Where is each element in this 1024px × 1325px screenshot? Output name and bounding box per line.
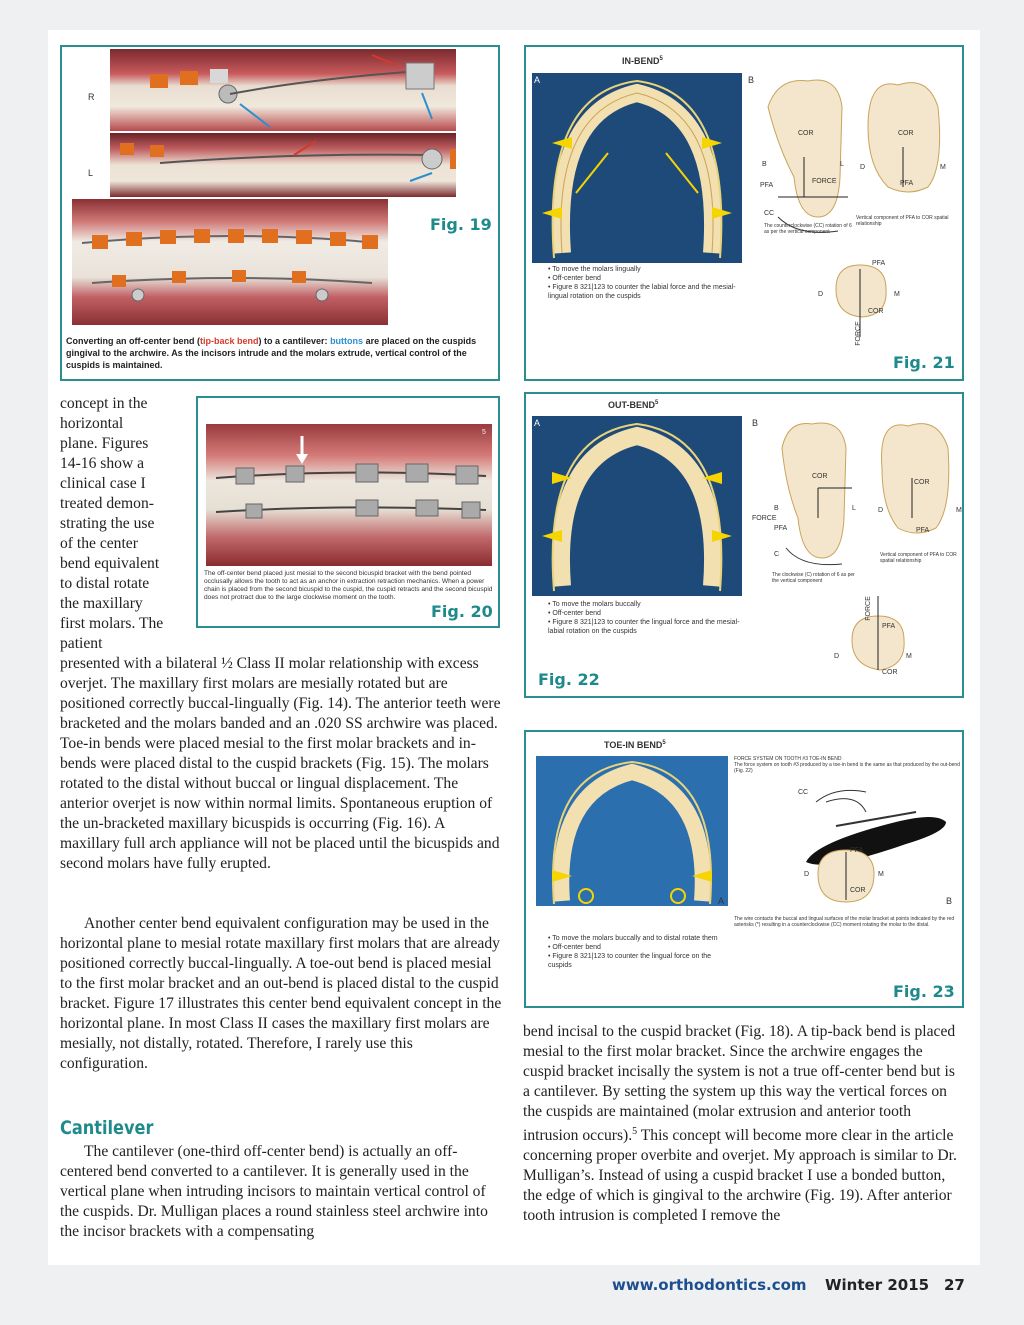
occlusal-tooth-23 — [812, 846, 882, 906]
arch-diagram — [532, 73, 742, 263]
fig20-label: Fig. 20 — [431, 602, 493, 621]
t22-d: D — [878, 507, 884, 514]
side-label-r: R — [88, 92, 95, 102]
t22-m: M — [956, 507, 962, 514]
fig22-panel-b: B — [752, 418, 759, 428]
arch-diagram-23 — [536, 756, 728, 906]
fig22-note-vertical: Vertical component of PFA to COR spatial relationship — [880, 552, 957, 564]
t21-cor3: COR — [868, 308, 884, 315]
fig22-label: Fig. 22 — [538, 670, 600, 689]
t21-m2: M — [894, 291, 900, 298]
fig22-bullets: • To move the molars buccally • Off-center bend • Figure 8 321|123 to counter the lingual force and the mesial-labial rotation on the cuspids — [548, 601, 740, 635]
footer-page-number: 27 — [944, 1276, 965, 1294]
fig23-bullets: • To move the molars buccally and to distal rotate them • Off-center bend • Figure 8 321|123 to counter the lingual force on the cuspids — [548, 935, 718, 969]
t21-cc: CC — [764, 210, 775, 217]
t22-pfa1: PFA — [774, 525, 788, 532]
archwire-photo-r — [110, 49, 456, 131]
fig20-caption: The off-center bend placed just mesial to the second bicuspid bracket with the bend pointed occlusally allows the tooth to act as an anchor in extraction retraction mechanics. When a power chain is placed from the second bicuspid to the cuspid, the cuspid retracts and the second bicuspid does not protract due to the large clockwise moment on the tooth. — [204, 570, 493, 601]
fig22-note-c: The clockwise (C) rotation of 6 as per the vertical component — [772, 572, 855, 584]
fig19-caption: Converting an off-center bend (tip-back bend) to a cantilever: buttons are placed on the cuspids gingival to the archwire. As the incisors intrude and the molars extrude, vertical control of the cuspids is maintained. — [66, 336, 477, 370]
t21-pfa3: PFA — [872, 260, 886, 267]
photo-fig20 — [206, 424, 492, 566]
fig23-force-system: FORCE SYSTEM ON TOOTH #3 TOE-IN BEND The force system on tooth #3 produced by a toe-in bend is the same as that produced by the out-bend (Fig. 22) — [734, 756, 960, 774]
brackets-frontal — [72, 199, 388, 325]
fig20-photo-number: 5 — [482, 429, 486, 436]
fig21-panel-a: A — [534, 75, 541, 85]
t22-b: B — [774, 505, 779, 512]
photo-right-side — [110, 49, 456, 131]
fig21-panel-b: B — [748, 75, 755, 85]
left-paragraph-2: Another center bend equivalent configuration may be used in the horizontal plane to mesial rotate maxillary first molars that are already positioned correctly buccal-lingually. A toe-out bend is placed mesial to the first molar bracket and an out-bend is placed distal to the cuspid bracket. Figure 17 illustrates this center bend equivalent concept in the horizontal plane. In most Class II cases the maxillary first molars are mesially, not distally, rotated. Therefore, I rarely use this configuration. — [60, 915, 502, 1072]
t23-pfa: PFA — [850, 847, 864, 854]
figure-21 — [524, 45, 964, 381]
fig23-title: TOE-IN BEND$^5$ — [604, 740, 666, 750]
t21-cor1: COR — [798, 130, 814, 137]
figure-20 — [196, 396, 500, 628]
section-heading-cantilever: Cantilever — [60, 1117, 154, 1139]
fig22-title: OUT-BEND$^5$ — [608, 400, 659, 410]
occlusal-tooth-22 — [842, 590, 922, 680]
t22-c: C — [774, 551, 780, 558]
arch-diagram-22 — [532, 416, 742, 596]
fig23-label: Fig. 23 — [893, 982, 955, 1001]
arch-panel-a-23 — [536, 756, 728, 906]
arch-panel-a — [532, 73, 742, 263]
t23-cc: CC — [798, 789, 809, 796]
t22-l: L — [852, 505, 856, 512]
t22-cor2: COR — [914, 479, 930, 486]
fig21-label: Fig. 21 — [893, 353, 955, 372]
t23-m: M — [878, 871, 884, 878]
figure-22 — [524, 392, 964, 698]
figure-23 — [524, 730, 964, 1008]
t23-cor: COR — [850, 887, 866, 894]
archwire-photo-l — [110, 133, 456, 197]
footer-issue: Winter 2015 — [825, 1276, 930, 1294]
fig21-title: IN-BEND$^5$ — [622, 56, 663, 66]
left-narrow-text: concept in the horizontal plane. Figures 14-16 show a clinical case I treated demon- strating the use of the center bend equivalent to distal rotate the maxillary first molars. The patient — [60, 395, 164, 652]
photo-frontal — [72, 199, 388, 325]
side-label-l: L — [88, 168, 94, 178]
fig21-note-vertical: Vertical component of PFA to COR spatial relationship — [856, 215, 949, 227]
fig21-bullets: • To move the molars lingually • Off-center bend • Figure 8 321|123 to counter the labial force and the mesial-lingual rotation on the cuspids — [548, 266, 736, 300]
t21-force: FORCE — [812, 178, 837, 185]
arch-panel-a-22 — [532, 416, 742, 596]
fig22-panel-a: A — [534, 418, 541, 428]
t22-m2: M — [906, 653, 912, 660]
t21-b: B — [762, 161, 767, 168]
left-paragraph-3: The cantilever (one-third off-center bend) is actually an off-centered bend converted to a cantilever. It is generally used in the vertical plane when intruding incisors to maintain vertical control of the cuspids. Dr. Mulligan places a round stainless steel archwire into the incisor brackets with a compensating — [60, 1143, 488, 1240]
t21-pfa2: PFA — [900, 180, 914, 187]
right-paragraph: bend incisal to the cuspid bracket (Fig. 18). A tip-back bend is placed mesial to the first molar bracket. Since the archwire engages the cuspid bracket incisally the system is not a true off-center bend but is a cantilever. By setting the system up this way the vertical forces on the cuspids are maintained (molar extrusion and anterior tooth intrusion occurs).$^5$ This concept will become more clear in the article concerning proper overbite and overjet. My approach is similar to Dr. Mulligan’s. Instead of using a cuspid bracket I use a bonded button, the edge of which is gingival to the archwire (Fig. 19). After anterior tooth intrusion is completed I remove the — [523, 1023, 957, 1225]
t21-d: D — [860, 164, 866, 171]
fig23-wire-note: The wire contacts the buccal and lingual surfaces of the molar bracket at points indicated by the red asterisks (*) resulting in a counterclockwise (CC) moment rotating the molar to the distal. — [734, 916, 955, 928]
t21-l: L — [840, 161, 844, 168]
footer-website[interactable]: www.orthodontics.com — [612, 1276, 807, 1294]
fig23-panel-b: B — [946, 896, 953, 906]
t21-force2: FORCE — [854, 321, 862, 346]
t22-pfa3: PFA — [882, 623, 896, 630]
figure-19 — [60, 45, 500, 381]
photo-left-side — [110, 133, 456, 197]
fig21-note-cc: The counterclockwise (CC) rotation of 6 as per the vertical component — [764, 223, 852, 235]
t22-cor1: COR — [812, 473, 828, 480]
fig23-panel-a: A — [718, 896, 725, 906]
t21-cor2: COR — [898, 130, 914, 137]
t22-cor3: COR — [882, 669, 898, 676]
t22-d2: D — [834, 653, 840, 660]
left-paragraph-1: presented with a bilateral ½ Class II molar relationship with excess overjet. The maxillary first molars are mesially rotated but are positioned correctly buccal-lingually (Fig. 14). The anterior teeth were bracketed and the molars banded and an .020 SS archwire was placed. Toe-in bends were placed mesial to the first molar brackets and in-bends were placed distal to the cuspid brackets (Fig. 15). The molars rotated to the distal without buccal or lingual displacement. The anterior overjet is now within normal limits. Spontaneous eruption of the un-bracketed maxillary bicuspids is occurring (Fig. 16). A maxillary full arch appliance will not be placed until the bicuspids and second molars have fully erupted. — [60, 655, 501, 872]
t23-d: D — [804, 871, 810, 878]
t21-pfa1: PFA — [760, 182, 774, 189]
t22-pfa2: PFA — [916, 527, 930, 534]
t21-d2: D — [818, 291, 824, 298]
t21-m: M — [940, 164, 946, 171]
fig19-label: Fig. 19 — [430, 215, 492, 234]
brackets-fig20 — [206, 424, 492, 566]
t22-force: FORCE — [752, 515, 777, 522]
t22-force2: FORCE — [864, 596, 872, 621]
